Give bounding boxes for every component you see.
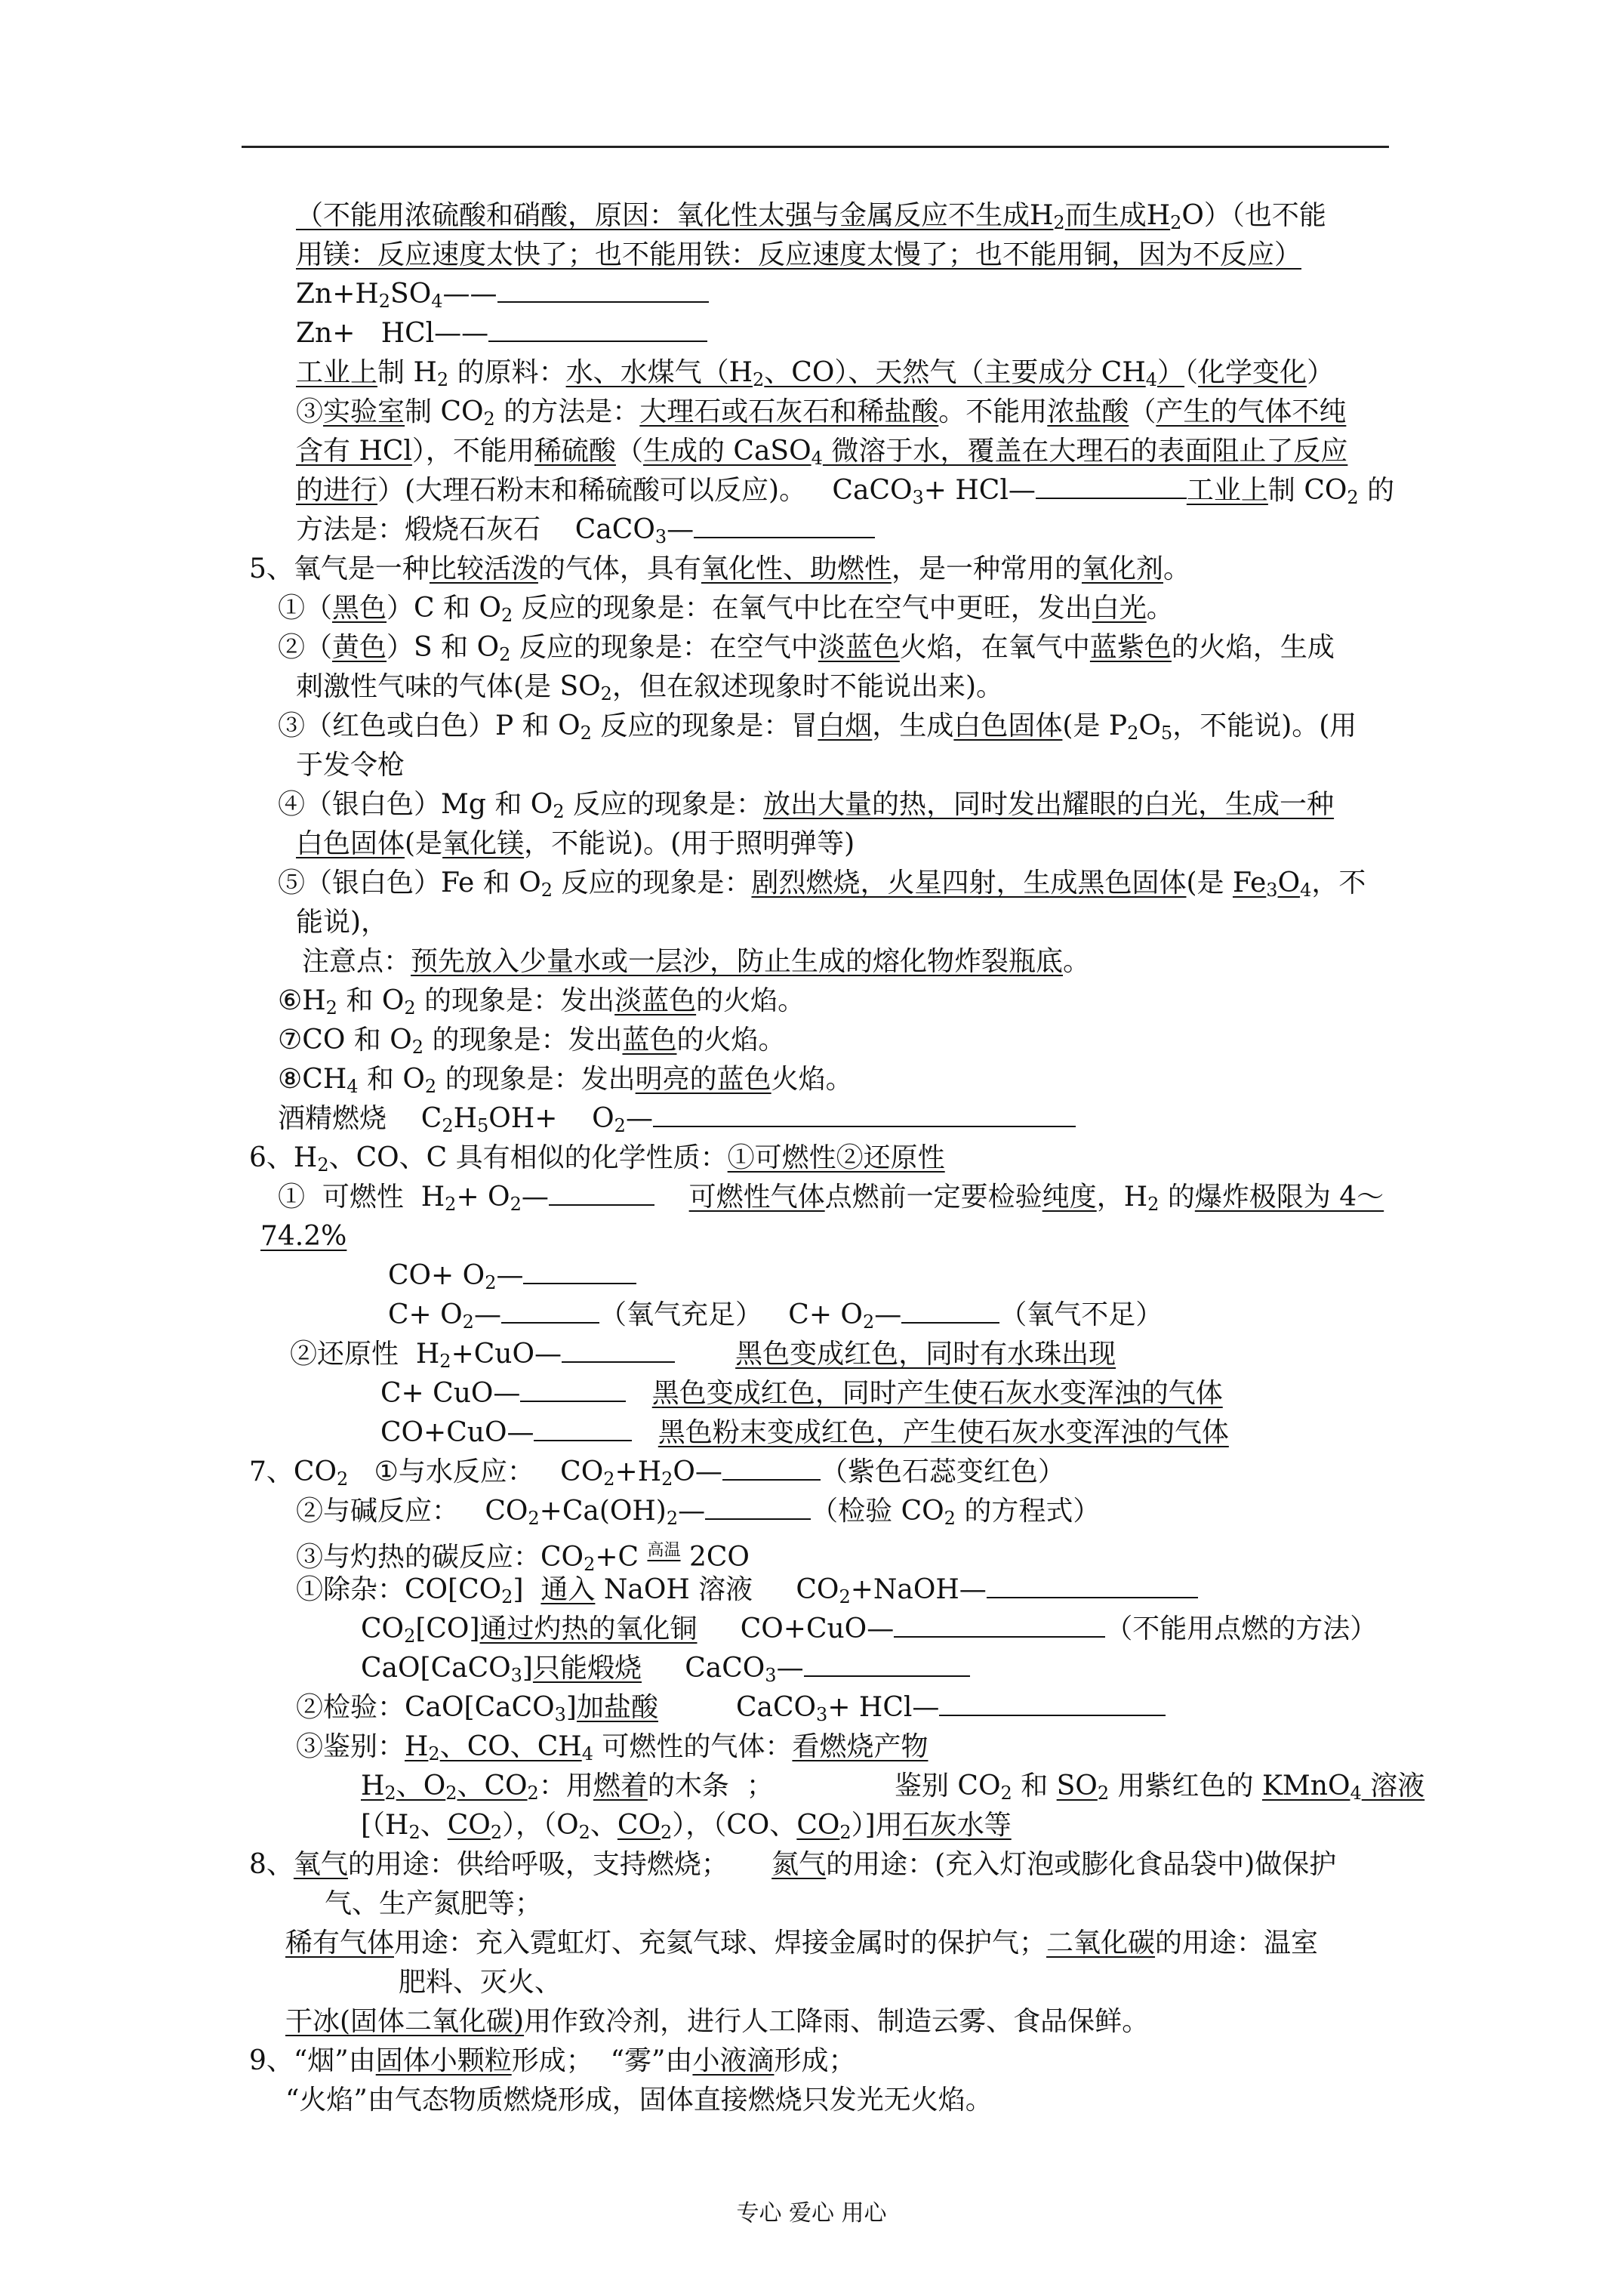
section-5-title: 5、氧气是一种比较活泼的气体，具有氧化性、助燃性，是一种常用的氧化剂。 — [249, 553, 1190, 584]
line-16: ④（银白色）Mg 和 $O_2$ 反应的现象是：放出大量的热，同时发出耀眼的白光，生成一种 — [278, 789, 1335, 822]
answer-blank — [694, 511, 875, 538]
line-49: “火焰”由气态物质燃烧形成，固体直接燃烧只发光无火焰。 — [285, 2085, 993, 2116]
line-44: 气、生产氮肥等； — [325, 1888, 543, 1919]
answer-blank — [722, 1453, 821, 1481]
line-15: 于发令枪 — [296, 750, 405, 781]
line-35: ③与灼热的碳反应：$CO_2+C$ $^{高温}$ 2CO — [296, 1541, 750, 1575]
line-2: 用镁：反应速度太快了；也不能用铁：反应速度太慢了；也不能用铜，因为不反应） — [296, 239, 1302, 270]
line-12: ②（黄色）S 和 $O_2$ 反应的现象是：在空气中淡蓝色火焰，在氧气中蓝紫色的火焰，生成 — [278, 632, 1335, 665]
line-41: $H_2$、$O_2$、$CO_2$：用燃着的木条 ； 鉴别 $CO_2$ 和 $SO_2$ 用紫红色的 KMnO$_4$ 溶液 — [361, 1771, 1425, 1804]
line-42: [（$H_2$、$CO_2$），（$O_2$、$CO_2$），（CO、$CO_2$）]用石灰水等 — [361, 1810, 1012, 1843]
answer-blank — [501, 1296, 599, 1324]
line-39: ②检验：CaO[CaCO$_3$]加盐酸 CaCO$_3$+ HCl— — [296, 1688, 1166, 1727]
section-7-title: 7、$CO_2$ ①与水反应： $CO_2+H_2O—$ （紫色石蕊变红色） — [249, 1453, 1065, 1492]
answer-blank — [534, 1414, 632, 1441]
line-7: 含有 HCl），不能用稀硫酸（生成的 CaSO$_4$ 微溶于水，覆盖在大理石的表面阻止了反应 — [296, 436, 1348, 469]
line-32: CO+CuO— 黑色粉末变成红色，产生使石灰水变浑浊的气体 — [380, 1413, 1229, 1453]
line-17: 白色固体(是氧化镁，不能说)。(用于照明弹等) — [296, 828, 855, 859]
answer-blank — [653, 1100, 1076, 1127]
line-30: ②还原性 $H_2+CuO—$ 黑色变成红色，同时有水珠出现 — [290, 1335, 1116, 1374]
section-8-title: 8、氧气的用途：供给呼吸，支持燃烧； 氮气的用途：(充入灯泡或膨化食品袋中)做保护 — [249, 1849, 1337, 1880]
line-20: 注意点：预先放入少量水或一层沙，防止生成的熔化物炸裂瓶底。 — [302, 946, 1091, 977]
line-8: 的进行）(大理石粉末和稀硫酸可以反应)。 CaCO$_3$+ HCl— 工业上制 $CO_2$ 的 — [296, 471, 1394, 510]
line-36: ①除杂：$CO[CO_2]$ 通入 NaOH 溶液 $CO_2+NaOH—$ — [296, 1570, 1198, 1610]
line-13: 刺激性气味的气体(是 $SO_2$，但在叙述现象时不能说出来)。 — [296, 671, 1003, 704]
section-9-title: 9、“烟”由固体小颗粒形成； “雾”由小液滴形成； — [249, 2045, 856, 2076]
answer-blank — [1036, 472, 1187, 499]
answer-blank — [705, 1493, 811, 1520]
answer-blank — [523, 1257, 636, 1284]
answer-blank — [520, 1375, 626, 1402]
answer-blank — [488, 315, 707, 342]
answer-blank — [894, 1610, 1105, 1638]
line-29: $C+ O_2—$ （氧气充足） $C+ O_2—$ （氧气不足） — [388, 1296, 1163, 1335]
answer-blank — [549, 1179, 654, 1206]
header-rule — [242, 146, 1389, 148]
line-27: 74.2% — [260, 1221, 347, 1252]
answer-blank — [562, 1336, 675, 1363]
section-6-title: 6、$H_2$、CO、C 具有相似的化学性质：①可燃性②还原性 — [249, 1142, 945, 1176]
answer-blank — [987, 1571, 1198, 1598]
page-footer: 专心 爱心 用心 — [736, 2200, 887, 2227]
line-22: ⑦CO 和 $O_2$ 的现象是：发出蓝色的火焰。 — [278, 1025, 786, 1058]
line-19: 能说)， — [296, 907, 389, 938]
line-28: $CO+ O_2—$ — [388, 1256, 636, 1296]
line-21: $⑥H_2$ 和 $O_2$ 的现象是：发出淡蓝色的火焰。 — [278, 985, 805, 1019]
line-5: 工业上制 $H_2$ 的原料：水、水煤气（$H_2$、CO）、天然气（主要成分 $CH_4$）（化学变化） — [296, 357, 1335, 390]
line-4: Zn+ HCl—— — [296, 314, 707, 353]
line-31: C+ CuO— 黑色变成红色，同时产生使石灰水变浑浊的气体 — [380, 1374, 1223, 1413]
answer-blank — [901, 1296, 999, 1324]
line-1: （不能用浓硫酸和硝酸，原因：氧化性太强与金属反应不生成$H_2$而生成$H_2O$）（也不能 — [296, 200, 1326, 233]
line-26: ① 可燃性 $H_2+$ $O_2—$ 可燃性气体点燃前一定要检验纯度，$H_2$ 的爆炸极限为 4～ — [278, 1178, 1384, 1217]
line-23: $⑧CH_4$ 和 $O_2$ 的现象是：发出明亮的蓝色火焰。 — [278, 1064, 853, 1097]
line-6: ③实验室制 $CO_2$ 的方法是：大理石或石灰石和稀盐酸。不能用浓盐酸（产生的气体不纯 — [296, 396, 1347, 430]
line-47: 干冰(固体二氧化碳)用作致冷剂，进行人工降雨、制造云雾、食品保鲜。 — [285, 2006, 1150, 2037]
line-38: CaO[CaCO$_3$]只能煅烧 CaCO$_3$— — [361, 1649, 970, 1688]
line-37: $CO_2[CO]$通过灼热的氧化铜 CO+CuO— （不能用点燃的方法） — [361, 1610, 1377, 1649]
answer-blank — [497, 276, 709, 303]
line-34: ②与碱反应： $CO_2+Ca(OH)_2—$ （检验 $CO_2$ 的方程式） — [296, 1492, 1100, 1531]
line-40: ③鉴别：$H_2$、CO、$CH_4$ 可燃性的气体：看燃烧产物 — [296, 1731, 929, 1764]
answer-blank — [804, 1650, 970, 1677]
line-11: ①（黑色）C 和 $O_2$ 反应的现象是：在氧气中比在空气中更旺，发出白光。 — [278, 593, 1174, 626]
line-24: 酒精燃烧 $C_2H_5OH+$ $O_2—$ — [278, 1099, 1076, 1139]
answer-blank — [939, 1689, 1166, 1716]
line-18: ⑤（银白色）Fe 和 $O_2$ 反应的现象是：剧烈燃烧，火星四射，生成黑色固体(是 $Fe_3O_4$，不 — [278, 868, 1366, 901]
line-45: 稀有气体用途：充入霓虹灯、充氦气球、焊接金属时的保护气；二氧化碳的用途：温室 — [285, 1928, 1319, 1959]
line-3: $Zn+H_2SO_4——$ — [296, 275, 709, 314]
line-9: 方法是：煅烧石灰石 CaCO$_3$— — [296, 510, 875, 550]
line-46: 肥料、灭火、 — [399, 1967, 562, 1998]
line-14: ③（红色或白色）P 和 $O_2$ 反应的现象是：冒白烟，生成白色固体(是 $P_2O_5$，不能说)。(用 — [278, 710, 1357, 744]
